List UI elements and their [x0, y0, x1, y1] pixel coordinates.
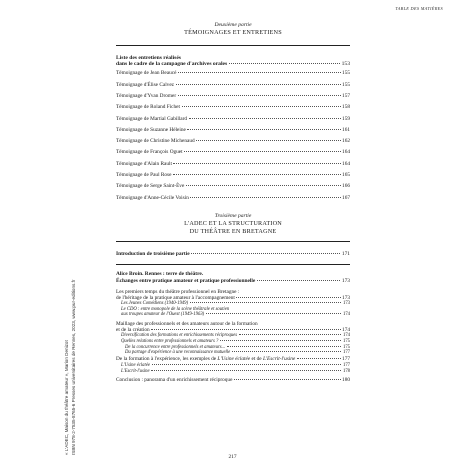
page-ref: 177	[342, 356, 350, 363]
toc-section-3[interactable]	[116, 356, 350, 363]
toc-entry[interactable]	[116, 147, 350, 158]
running-head: TABLE DES MATIÈRES	[395, 6, 443, 11]
dot-leader	[220, 340, 342, 341]
page-ref: 177	[342, 363, 350, 369]
part3-list	[116, 251, 350, 384]
page-ref: 155	[342, 81, 350, 88]
subsection-line1: Le CDO : entre monopole de la scène théâtrale et soutien	[121, 306, 230, 312]
page-ref: 164	[342, 149, 350, 156]
toc-entry[interactable]	[116, 125, 350, 136]
entry-title: Introduction de troisième partie	[116, 251, 190, 258]
page-ref: 178	[342, 369, 350, 375]
toc-entry[interactable]	[116, 114, 350, 125]
subsection-title: De la concurrence entre professionnels et amateurs...	[125, 344, 226, 350]
dot-leader	[206, 313, 342, 314]
section-1-line2: de l'héritage de la pratique amateur à l'accompagnement	[116, 294, 235, 301]
subsection-title: Diversification des formations et enrichissements réciproques	[121, 332, 238, 338]
part2-heading	[116, 22, 350, 37]
dot-leader	[239, 334, 342, 335]
entry-title: Témoignage d'Anne-Cécile Voisin	[116, 194, 189, 201]
page-ref: 167	[342, 194, 350, 201]
page-ref: 175	[342, 338, 350, 344]
dot-leader	[173, 163, 340, 164]
dot-leader	[151, 370, 341, 371]
dot-leader	[232, 351, 342, 352]
dot-leader	[257, 280, 341, 281]
part2-label: Deuxième partie	[214, 22, 252, 28]
dot-leader	[189, 118, 341, 119]
dot-leader	[196, 140, 340, 141]
page-ref: 180	[342, 377, 350, 384]
page-ref: 159	[342, 115, 350, 122]
toc-entry[interactable]	[116, 193, 350, 204]
dot-leader	[182, 106, 341, 107]
part3-title-line2: DU THÉÂTRE EN BRETAGNE	[189, 227, 277, 235]
list-heading-line1: Liste des entretiens réalisés	[116, 54, 181, 61]
side-text-line-1: « L'ADEC, Maison du théâtre amateur », Marion Denizot	[64, 340, 69, 455]
subsection-title: Du partage d'expérience à une reconnaissance mutuelle	[125, 350, 231, 356]
dot-leader	[178, 72, 341, 73]
section-2-line2: et de la création	[116, 326, 150, 333]
dot-leader	[227, 346, 342, 347]
part3-heading	[116, 213, 350, 235]
dot-leader	[234, 379, 341, 380]
subsection-title: aux troupes amateur de l'Ouest (1949-1963)	[121, 311, 205, 317]
side-text-line-2: ISBN 978-2-7535-8765-6 Presses universitaires de Rennes, 2023, www.pur-editions.fr	[71, 279, 76, 455]
subsection-title: L'Usine éclatée	[121, 363, 150, 369]
entry-title: Témoignage de Serge Saint-Ève	[116, 183, 185, 190]
toc-entry[interactable]	[116, 80, 350, 91]
page-ref: 153	[341, 61, 350, 67]
toc-content	[116, 22, 350, 384]
entry-title: Témoignage d'Élise Calvez	[116, 81, 175, 88]
dot-leader	[152, 364, 342, 365]
part3-label: Troisième partie	[214, 212, 252, 219]
section-3-italic-2: L'Escrit-l'usine	[262, 356, 296, 363]
toc-entry[interactable]	[116, 102, 350, 113]
dot-leader	[297, 358, 341, 359]
section-3-title	[116, 356, 295, 363]
entry-title: Témoignage d'Yvan Dromer	[116, 93, 177, 99]
list-heading-line2: dans le cadre de la campagne d'archives orales	[116, 61, 228, 67]
dot-leader	[190, 302, 342, 303]
entry-title: Témoignage de Roland Fichet	[116, 104, 180, 111]
page-ref: 174	[342, 311, 350, 317]
divider	[116, 45, 350, 46]
divider	[116, 264, 350, 265]
toc-subsection[interactable]	[116, 369, 350, 375]
chapter-line1: Alice Broin. Rennes : terre de théâtre.	[116, 271, 204, 278]
toc-entry[interactable]	[116, 91, 350, 102]
part2-title: TÉMOIGNAGES ET ENTRETIENS	[184, 29, 282, 36]
toc-conclusion[interactable]	[116, 377, 350, 384]
page-ref: 171	[341, 251, 350, 258]
page-ref: 165	[342, 172, 350, 179]
page-ref: 158	[342, 104, 350, 111]
entry-title: Témoignage de Suzanne Héleine	[116, 126, 186, 133]
page-ref: 166	[342, 183, 350, 190]
dot-leader	[184, 151, 340, 152]
toc-entry[interactable]	[116, 159, 350, 170]
subsection-title: Quelles relations entre professionnels et amateurs ?	[121, 338, 219, 344]
dot-leader	[151, 329, 340, 330]
page-ref: 173	[342, 294, 350, 301]
entry-title: Témoignage de Martial Gabillard	[116, 115, 188, 122]
entry-title: Témoignage de Jean Beaucé	[116, 70, 177, 77]
section-2-line1: Maillage des professionnels et des amateurs autour de la formation	[116, 320, 258, 327]
page-ref: 162	[342, 138, 350, 145]
entry-title: Témoignage de Christine Michenaud	[116, 138, 195, 145]
part3-title-line1: L'ADEC ET LA STRUCTURATION	[184, 219, 282, 227]
toc-entry[interactable]	[116, 181, 350, 192]
entry-title: Conclusion : panorama d'un enrichissement réciproque	[116, 377, 233, 384]
toc-entry-chapter[interactable]	[116, 278, 350, 285]
divider	[116, 241, 350, 242]
dot-leader	[186, 185, 341, 186]
chapter-line2: Échanges entre pratique amateur et pratique professionnelle	[116, 278, 256, 285]
dot-leader	[236, 297, 340, 298]
page-ref: 177	[342, 350, 350, 356]
dot-leader	[229, 63, 340, 64]
section-1-line1: Les premiers temps du théâtre professionnel en Bretagne :	[116, 288, 240, 295]
toc-entry-intro[interactable]	[116, 251, 350, 258]
dot-leader	[190, 197, 340, 198]
entry-title: Témoignage de François Oguet	[116, 149, 183, 156]
page-ref: 174	[342, 332, 350, 338]
subsection-title: L'Escrit-l'usine	[121, 369, 150, 375]
toc-entry[interactable]	[116, 68, 350, 79]
part2-list	[116, 55, 350, 204]
page-ref: 157	[342, 93, 350, 99]
dot-leader	[191, 253, 340, 254]
toc-entry[interactable]	[116, 136, 350, 147]
section-3-mid: et de	[250, 356, 263, 363]
section-3-italic-1: L'Usine éclatée	[217, 356, 251, 363]
page-ref: 155	[342, 70, 350, 77]
section-3-prefix: De la formation à l'expérience, les exemples de	[116, 356, 218, 363]
page-ref: 175	[342, 344, 350, 350]
dot-leader	[176, 84, 341, 85]
toc-entry[interactable]	[116, 170, 350, 181]
page-ref: 173	[342, 300, 350, 306]
page-ref: 164	[342, 160, 350, 167]
dot-leader	[173, 174, 341, 175]
page-ref: 173	[341, 278, 350, 285]
page-number: 217	[228, 454, 237, 460]
page-ref: 174	[342, 326, 350, 333]
entry-title: Témoignage d'Alain Rault	[116, 160, 172, 167]
subsection-title: Les Jeunes Comédiens (1940-1949)	[121, 300, 189, 306]
entry-title: Témoignage de Paul Rose	[116, 172, 172, 179]
dot-leader	[178, 95, 341, 96]
dot-leader	[187, 129, 340, 130]
page-ref: 161	[342, 126, 350, 133]
